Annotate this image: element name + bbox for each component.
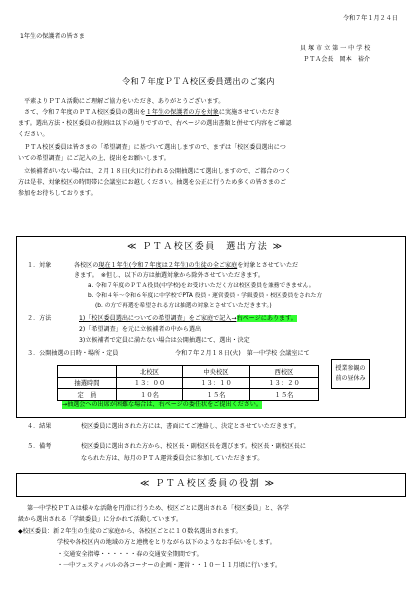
table-cell: 抽選時間 <box>58 377 117 389</box>
addressee: 1年生の保護者の皆さま <box>20 33 85 40</box>
section-label: ４．結果 <box>27 423 52 430</box>
table-header: 北校区 <box>117 366 183 378</box>
target-emphasis: １年生の保護者の方を対象 <box>145 109 219 116</box>
section-text: a. 令和７年度のＰＴＡ役員(中学校)をお受けいただく方は校区委員を兼務できません。 <box>88 283 315 289</box>
lottery-schedule-table <box>57 365 319 401</box>
proxy-notice: →抽選会への出席が困難な場合は、右ページの委任状をご提出ください。 <box>62 401 262 408</box>
highlight-right-page: 右ページにあります。 <box>236 315 297 322</box>
section-text: 校区委員に選出された方には、書面にてご連絡し、決定とさせていただきます。 <box>81 423 300 430</box>
role-text: ◆校区委員：新２年生の生徒のご家庭から、各校区ごとに１０数名選出されます。 <box>18 528 242 535</box>
lunch-break-note: 授業参観の 前の昼休み <box>331 359 370 389</box>
section-label: １．対象 <box>27 262 52 269</box>
table-row <box>58 377 319 389</box>
section-label: ２．方法 <box>27 315 52 322</box>
table-cell: 定 員 <box>58 389 117 401</box>
section-label: ５．備考 <box>27 443 52 450</box>
page-title: 令和７年度ＰＴＡ校区委員選出のご案内 <box>122 76 275 86</box>
role-text: 級から選出される「学級委員」に分かれて活動しています。 <box>18 516 183 523</box>
table-cell: １０名 <box>117 389 183 401</box>
intro-line: 方は是非、対象校区の時間帯に会議室にお越しください。抽選を公正に行うため多くの皆さまのご <box>18 179 287 186</box>
section-label: ３．公開抽選の日時・場所・定員 <box>27 350 119 357</box>
section-text: 校区委員に選出された方から、校区長・副校区長を選びます。校区長・副校区長に <box>81 443 306 450</box>
table-cell: １３：１０ <box>183 377 250 389</box>
section-text: 2)「希望調査」を元に立候補者の中から選出 <box>79 326 202 333</box>
role-text: 第一中学校ＰＴＡは様々な活動を円滑に行うため、校区ごとに選出される「校区委員」と、各学 <box>27 505 289 512</box>
intro-line: 平素よりＰＴＡ活動にご理解ご協力をいただき、ありがとうございます。 <box>24 98 225 105</box>
section-text: 1)「校区委員選出についての希望調査」をご家庭で記入→右ページにあります。 <box>79 315 297 322</box>
table-header: 西校区 <box>250 366 319 378</box>
intro-line: 参加をお待ちしております。 <box>18 190 97 197</box>
table-cell: １５名 <box>183 389 250 401</box>
role-text: ・交通安全指導・・・・・・春の交通安全期間です。 <box>57 551 203 558</box>
role-text: ・一中フェスティバルの各コーナーの企画・運営・・１０～１１月頃に行います。 <box>57 562 282 569</box>
intro-line: ます。選出方法・校区委員の役割は以下の通りですので、右ページの選出書類と併せて内容をご確認 <box>18 120 292 127</box>
section-text: 各校区の現在１年生(令和７年度は２年生)の生徒の全ご家庭を対象とさせていただ <box>74 262 299 269</box>
school-name: 貝 塚 市 立 第 一 中 学 校 <box>300 45 371 52</box>
intro-line: いての希望調査」にご記入の上、提出をお願いします。 <box>18 155 170 162</box>
role-title: ≪ ＰＴＡ校区委員の役割 ≫ <box>140 479 276 489</box>
intro-line: さて、令和７年度のＰＴＡ校区委員の選出を１年生の保護者の方を対象に実施させていただき <box>24 109 280 116</box>
intro-line: ＰＴＡ校区委員は皆さまの「希望調査」に基づいて選出しますので、まずは「校区委員選出につ <box>24 144 286 151</box>
section-text: (b. の方で再選を希望される方は抽選の対象とさせていただきます。) <box>95 303 272 309</box>
role-text: 学校や各校区内の地域の方と連携をとりながら以下のようなお手伝いをします。 <box>57 539 276 546</box>
selection-method-title: ≪ ＰＴＡ校区委員 選出方法 ≫ <box>127 242 284 252</box>
table-row <box>58 389 319 401</box>
section-text: 3)立候補者で定員に満たない場合は公開抽選にて、選出・決定 <box>79 337 250 344</box>
table-header <box>58 366 117 378</box>
intro-line: 立候補者がいない場合は、２月１８日(火)に行われる公開抽選にて選出しますので、ご都合のつく <box>24 168 291 175</box>
table-cell: １５名 <box>250 389 319 401</box>
section-text: きます。 ※但し、以下の方は抽選対象から除外させていただきます。 <box>74 272 264 279</box>
sender: ＰＴＡ会長 岡本 裕介 <box>303 56 371 63</box>
intro-line: ください。 <box>18 131 49 138</box>
table-header: 中央校区 <box>183 366 250 378</box>
table-cell: １３：００ <box>117 377 183 389</box>
date: 令和７年１月２４日 <box>343 15 398 22</box>
section-text: なられた方は、毎月のＰＴＡ運営委員会に参加していただきます。 <box>81 455 264 462</box>
section-text: b. 令和４年～令和６年度に中学校でPTA 役員・運営委員・学級委員・校区委員をされた方 <box>88 293 323 299</box>
lottery-date: 令和７年２月１８日(火) 第一中学校 会議室にて <box>175 350 310 357</box>
table-cell: １３：２０ <box>250 377 319 389</box>
